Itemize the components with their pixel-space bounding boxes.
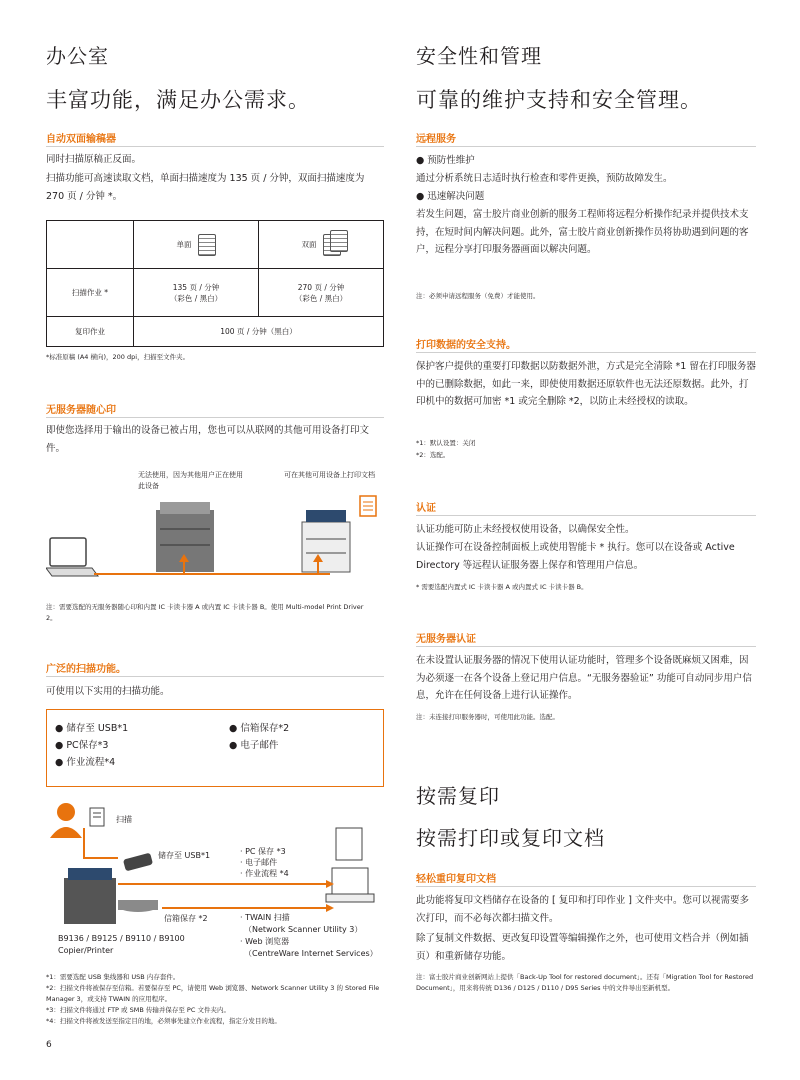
remote-text-2: 若发生问题，富士胶片商业创新的服务工程师将远程分析操作纪录并提供技术支持，在短时间内解决问题。此外，富士胶片商业创新操作员将协助遇到问题的客户，远程分享打印服务器画面以解决问题。: [416, 209, 749, 255]
duplex-text-2: 扫描功能可高速读取文档，单面扫描速度为 135 页 / 分钟，双面扫描速度为 270 页 / 分钟 *。: [46, 173, 365, 202]
remote-bullet-1: ● 预防性维护: [416, 155, 475, 166]
diagram-flow-label: · 作业流程 *4: [240, 869, 289, 878]
diagram-usb-label: 储存至 USB*1: [158, 851, 211, 860]
reprint-heading: 轻松重印复印文档: [416, 874, 496, 885]
divider: [416, 146, 756, 147]
copier-icon: [64, 868, 116, 924]
mailbox-icon: [118, 900, 158, 912]
diagram-twain-label: · TWAIN 扫描: [240, 913, 290, 922]
diagram-web-label: · Web 浏览器: [240, 937, 290, 946]
auth-heading: 认证: [416, 503, 436, 514]
reprint-text-1: 此功能将复印文档储存在设备的 [ 复印和打印作业 ] 文件夹中。您可以视需要多次打印，而不必每次都扫描文件。: [416, 895, 749, 924]
serverless-auth-note: 注：未连接打印服务器时，可使用此功能。选配。: [416, 713, 559, 721]
scan-features-box: ● 储存至 USB*1 ● 信箱保存*2 ● PC保存*3 ● 电子邮件 ● 作业流程*4: [46, 709, 384, 787]
scan-note: *1：需要选配 USB 集线器和 USB 内存套件。: [46, 973, 180, 981]
divider: [46, 676, 384, 677]
printsec-note-1: *1：默认设置：关闭: [416, 439, 476, 447]
server-icon: [326, 828, 374, 902]
scan-heading: 广泛的扫描功能。: [46, 664, 126, 675]
divider: [416, 515, 756, 516]
scan-notes: [46, 972, 384, 1027]
remote-text-1: 通过分析系统日志适时执行检查和零件更换，预防故障发生。: [416, 173, 673, 184]
scan-note: *4：扫描文件将被发送至指定目的地，必须事先建立作业流程，指定分发目的地。: [46, 1017, 281, 1025]
model-sub: Copier/Printer: [58, 946, 114, 955]
copy-job-label: 复印作业: [47, 317, 134, 347]
feature-flow: 作业流程*4: [66, 757, 116, 768]
scan-duplex-mode: （彩色 / 黑白）: [294, 293, 348, 303]
busy-device-label: 无法使用，因为其他用户正在使用此设备: [138, 471, 243, 490]
printsec-note-2: *2：选配。: [416, 451, 450, 459]
available-printer-icon: [302, 510, 350, 572]
divider: [416, 352, 756, 353]
scan-simplex-mode: （彩色 / 黑白）: [169, 293, 223, 303]
diagram-pc-label: · PC 保存 *3: [240, 847, 286, 856]
office-subtitle: 丰富功能，满足办公需求。: [46, 88, 310, 112]
remote-note: 注：必须申请远程服务（免费）才能使用。: [416, 292, 540, 300]
copy-speed: 100 页 / 分钟（黑白）: [134, 317, 384, 347]
usb-icon: [123, 853, 153, 872]
diagram-email-label: · 电子邮件: [240, 858, 278, 867]
diagram-scan-label: 扫描: [116, 815, 132, 824]
diagram-web-sub: （CentreWare Internet Services）: [244, 949, 378, 958]
scan-note: *2：扫描文件将被保存至信箱。若要保存至 PC，请使用 Web 浏览器、Network Scanner Utility 3 的 Stored File Manager 3，或支持 TWAIN 的应用程序。: [46, 984, 380, 1003]
serverless-diagram: [46, 488, 384, 588]
serverless-heading: 无服务器随心印: [46, 405, 116, 416]
scan-note: *3：扫描文件将通过 FTP 或 SMB 传输并保存至 PC 文件夹内。: [46, 1006, 230, 1014]
scan-icon: [90, 808, 104, 826]
office-title: 办公室: [46, 44, 109, 68]
printsec-heading: 打印数据的安全支持。: [416, 340, 516, 351]
security-title: 安全性和管理: [416, 44, 542, 68]
auth-text-2: 认证操作可在设备控制面板上或使用智能卡 * 执行。您可以在设备或 Active Directory 等远程认证服务器上保存和管理用户信息。: [416, 542, 735, 571]
printsec-text: 保护客户提供的重要打印数据以防数据外泄，方式是完全清除 *1 留在打印服务器中的已删除数据，如此一来，即使使用数据还原软件也无法还原数据。此外，打印机中的数据可加密 *1 或完全删除 *2，以防止未经授权的读取。: [416, 361, 756, 407]
auth-text-1: 认证功能可防止未经授权使用设备，以确保安全性。: [416, 524, 635, 535]
auth-note: * 需要选配内置式 IC 卡读卡器 A 或内置式 IC 卡读卡器 B。: [416, 583, 588, 591]
security-subtitle: 可靠的维护支持和安全管理。: [416, 88, 702, 112]
speed-table: [46, 220, 384, 347]
scan-job-label: 扫描作业 *: [47, 269, 134, 317]
serverless-auth-heading: 无服务器认证: [416, 634, 476, 645]
scan-duplex-speed: 270 页 / 分钟: [297, 282, 345, 292]
arrow-line: [84, 828, 118, 858]
serverless-auth-text: 在未设置认证服务器的情况下使用认证功能时，管理多个设备既麻烦又困难，因为必须逐一在各个设备上登记用户信息。“无服务器验证” 功能可自动同步用户信息，允许在任何设备上进行认证操作。: [416, 655, 752, 701]
document-icon: [360, 496, 376, 516]
scan-intro: 可使用以下实用的扫描功能。: [46, 686, 170, 697]
arrow-icon: [326, 904, 334, 912]
diagram-mailbox-label: 信箱保存 *2: [164, 914, 208, 923]
laptop-icon: [46, 538, 98, 576]
ondemand-title: 按需复印: [416, 784, 500, 808]
double-page-icon: [323, 234, 341, 256]
remote-heading: 远程服务: [416, 134, 456, 145]
diagram-twain-sub: （Network Scanner Utility 3）: [244, 925, 363, 934]
divider: [46, 417, 384, 418]
divider: [416, 646, 756, 647]
ondemand-subtitle: 按需打印或复印文档: [416, 826, 605, 850]
serverless-note: 注：需要选配的无服务器随心印和内置 IC 卡读卡器 A 或内置 IC 卡读卡器 B。使用 Multi-model Print Driver 2。: [46, 603, 364, 622]
divider: [416, 886, 756, 887]
duplex-heading: 自动双面输稿器: [46, 134, 116, 145]
feature-pc: PC保存*3: [66, 740, 109, 751]
duplex-text-1: 同时扫描原稿正反面。: [46, 154, 142, 165]
duplex-label: 双面: [301, 239, 317, 249]
single-page-icon: [198, 234, 216, 256]
scan-simplex-speed: 135 页 / 分钟: [172, 282, 220, 292]
duplex-note: *标准原稿 (A4 横向)，200 dpi，扫描至文件夹。: [46, 353, 190, 361]
user-icon: [50, 803, 82, 838]
divider: [46, 146, 384, 147]
remote-bullet-2: ● 迅速解决问题: [416, 191, 485, 202]
feature-email: 电子邮件: [240, 740, 279, 751]
reprint-note: 注：富士胶片商业创新网站上提供「Back-Up Tool for restored document」。还有「Migration Tool for Restored Document」，用来将传统 D136 / D125 / D110 / D95 Series 中的文件导出至新机型。: [416, 973, 754, 992]
reprint-text-2: 除了复制文件数据、更改复印设置等编辑操作之外，也可使用文档合并（例如插页）和重新储存功能。: [416, 933, 749, 962]
other-device-label: 可在其他可用设备上打印文档: [284, 471, 375, 479]
serverless-text: 即使您选择用于输出的设备已被占用，您也可以从联网的其他可用设备打印文件。: [46, 425, 370, 454]
page-number: 6: [46, 1040, 52, 1050]
simplex-label: 单面: [176, 239, 192, 249]
feature-mailbox: 信箱保存*2: [240, 723, 290, 734]
model-label: B9136 / B9125 / B9110 / B9100: [58, 934, 185, 943]
feature-usb: 储存至 USB*1: [66, 723, 129, 734]
